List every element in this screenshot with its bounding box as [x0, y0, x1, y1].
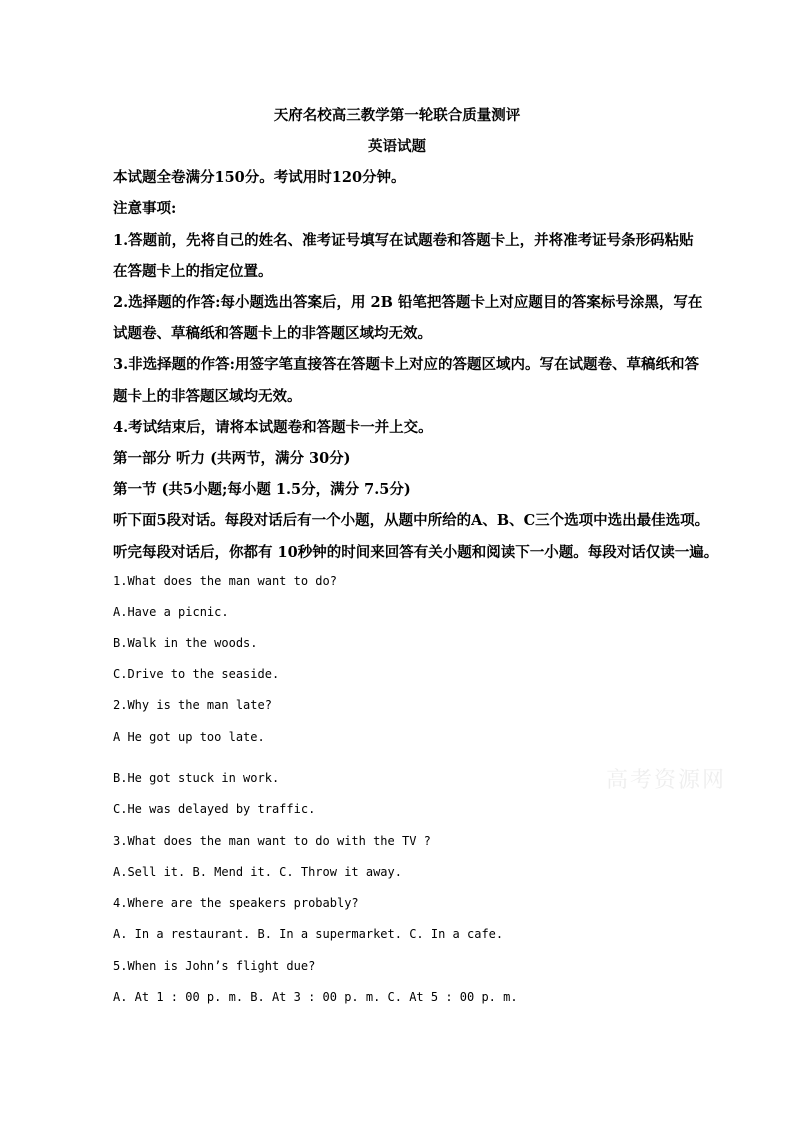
instruction-line: 听完每段对话后，你都有 10秒钟的时间来回答有关小题和阅读下一小题。每段对话仅读一遍。 [113, 544, 719, 561]
notice-line: 试题卷、草稿纸和答题卡上的非答题区域均无效。 [113, 325, 432, 342]
option-1a: A.Have a picnic. [113, 605, 229, 619]
instruction-line: 听下面5段对话。每段对话后有一个小题，从题中所给的A、B、C三个选项中选出最佳选项。 [113, 512, 710, 529]
option-2a: A He got up too late. [113, 730, 265, 744]
notice-line: 4.考试结束后，请将本试题卷和答题卡一并上交。 [113, 419, 433, 436]
option-1c: C.Drive to the seaside. [113, 667, 280, 681]
section-heading: 第一节 (共5小题;每小题 1.5分，满分 7.5分) [113, 481, 411, 498]
watermark: 高考资源网 [606, 768, 727, 793]
question-2: 2.Why is the man late? [113, 698, 272, 712]
question-1: 1.What does the man want to do? [113, 574, 337, 588]
exam-title: 天府名校高三教学第一轮联合质量测评 [273, 107, 521, 124]
option-2b: B.He got stuck in work. [113, 771, 280, 785]
options-4: A. In a restaurant. B. In a supermarket. C. In a cafe. [113, 927, 504, 941]
question-5: 5.When is John’s flight due? [113, 959, 316, 973]
question-4: 4.Where are the speakers probably? [113, 896, 359, 910]
notice-line: 3.非选择题的作答:用签字笔直接答在答题卡上对应的答题区域内。写在试题卷、草稿纸和答 [113, 356, 699, 373]
score-line: 本试题全卷满分150分。考试用时120分钟。 [113, 169, 406, 186]
options-5: A. At 1 : 00 p. m. B. At 3 : 00 p. m. C. At 5 : 00 p. m. [113, 990, 518, 1004]
question-3: 3.What does the man want to do with the TV ? [113, 834, 431, 848]
notice-heading: 注意事项: [113, 200, 177, 217]
option-1b: B.Walk in the woods. [113, 636, 258, 650]
exam-subtitle: 英语试题 [368, 138, 426, 155]
part-heading: 第一部分 听力 (共两节，满分 30分) [113, 450, 351, 467]
option-2c: C.He was delayed by traffic. [113, 802, 316, 816]
notice-line: 2.选择题的作答:每小题选出答案后，用 2B 铅笔把答题卡上对应题目的答案标号涂黑，写在 [113, 294, 703, 311]
notice-line: 1.答题前，先将自己的姓名、准考证号填写在试题卷和答题卡上，并将准考证号条形码粘贴 [113, 232, 694, 249]
notice-line: 在答题卡上的指定位置。 [113, 263, 273, 280]
notice-line: 题卡上的非答题区域均无效。 [113, 388, 302, 405]
options-3: A.Sell it. B. Mend it. C. Throw it away. [113, 865, 402, 879]
